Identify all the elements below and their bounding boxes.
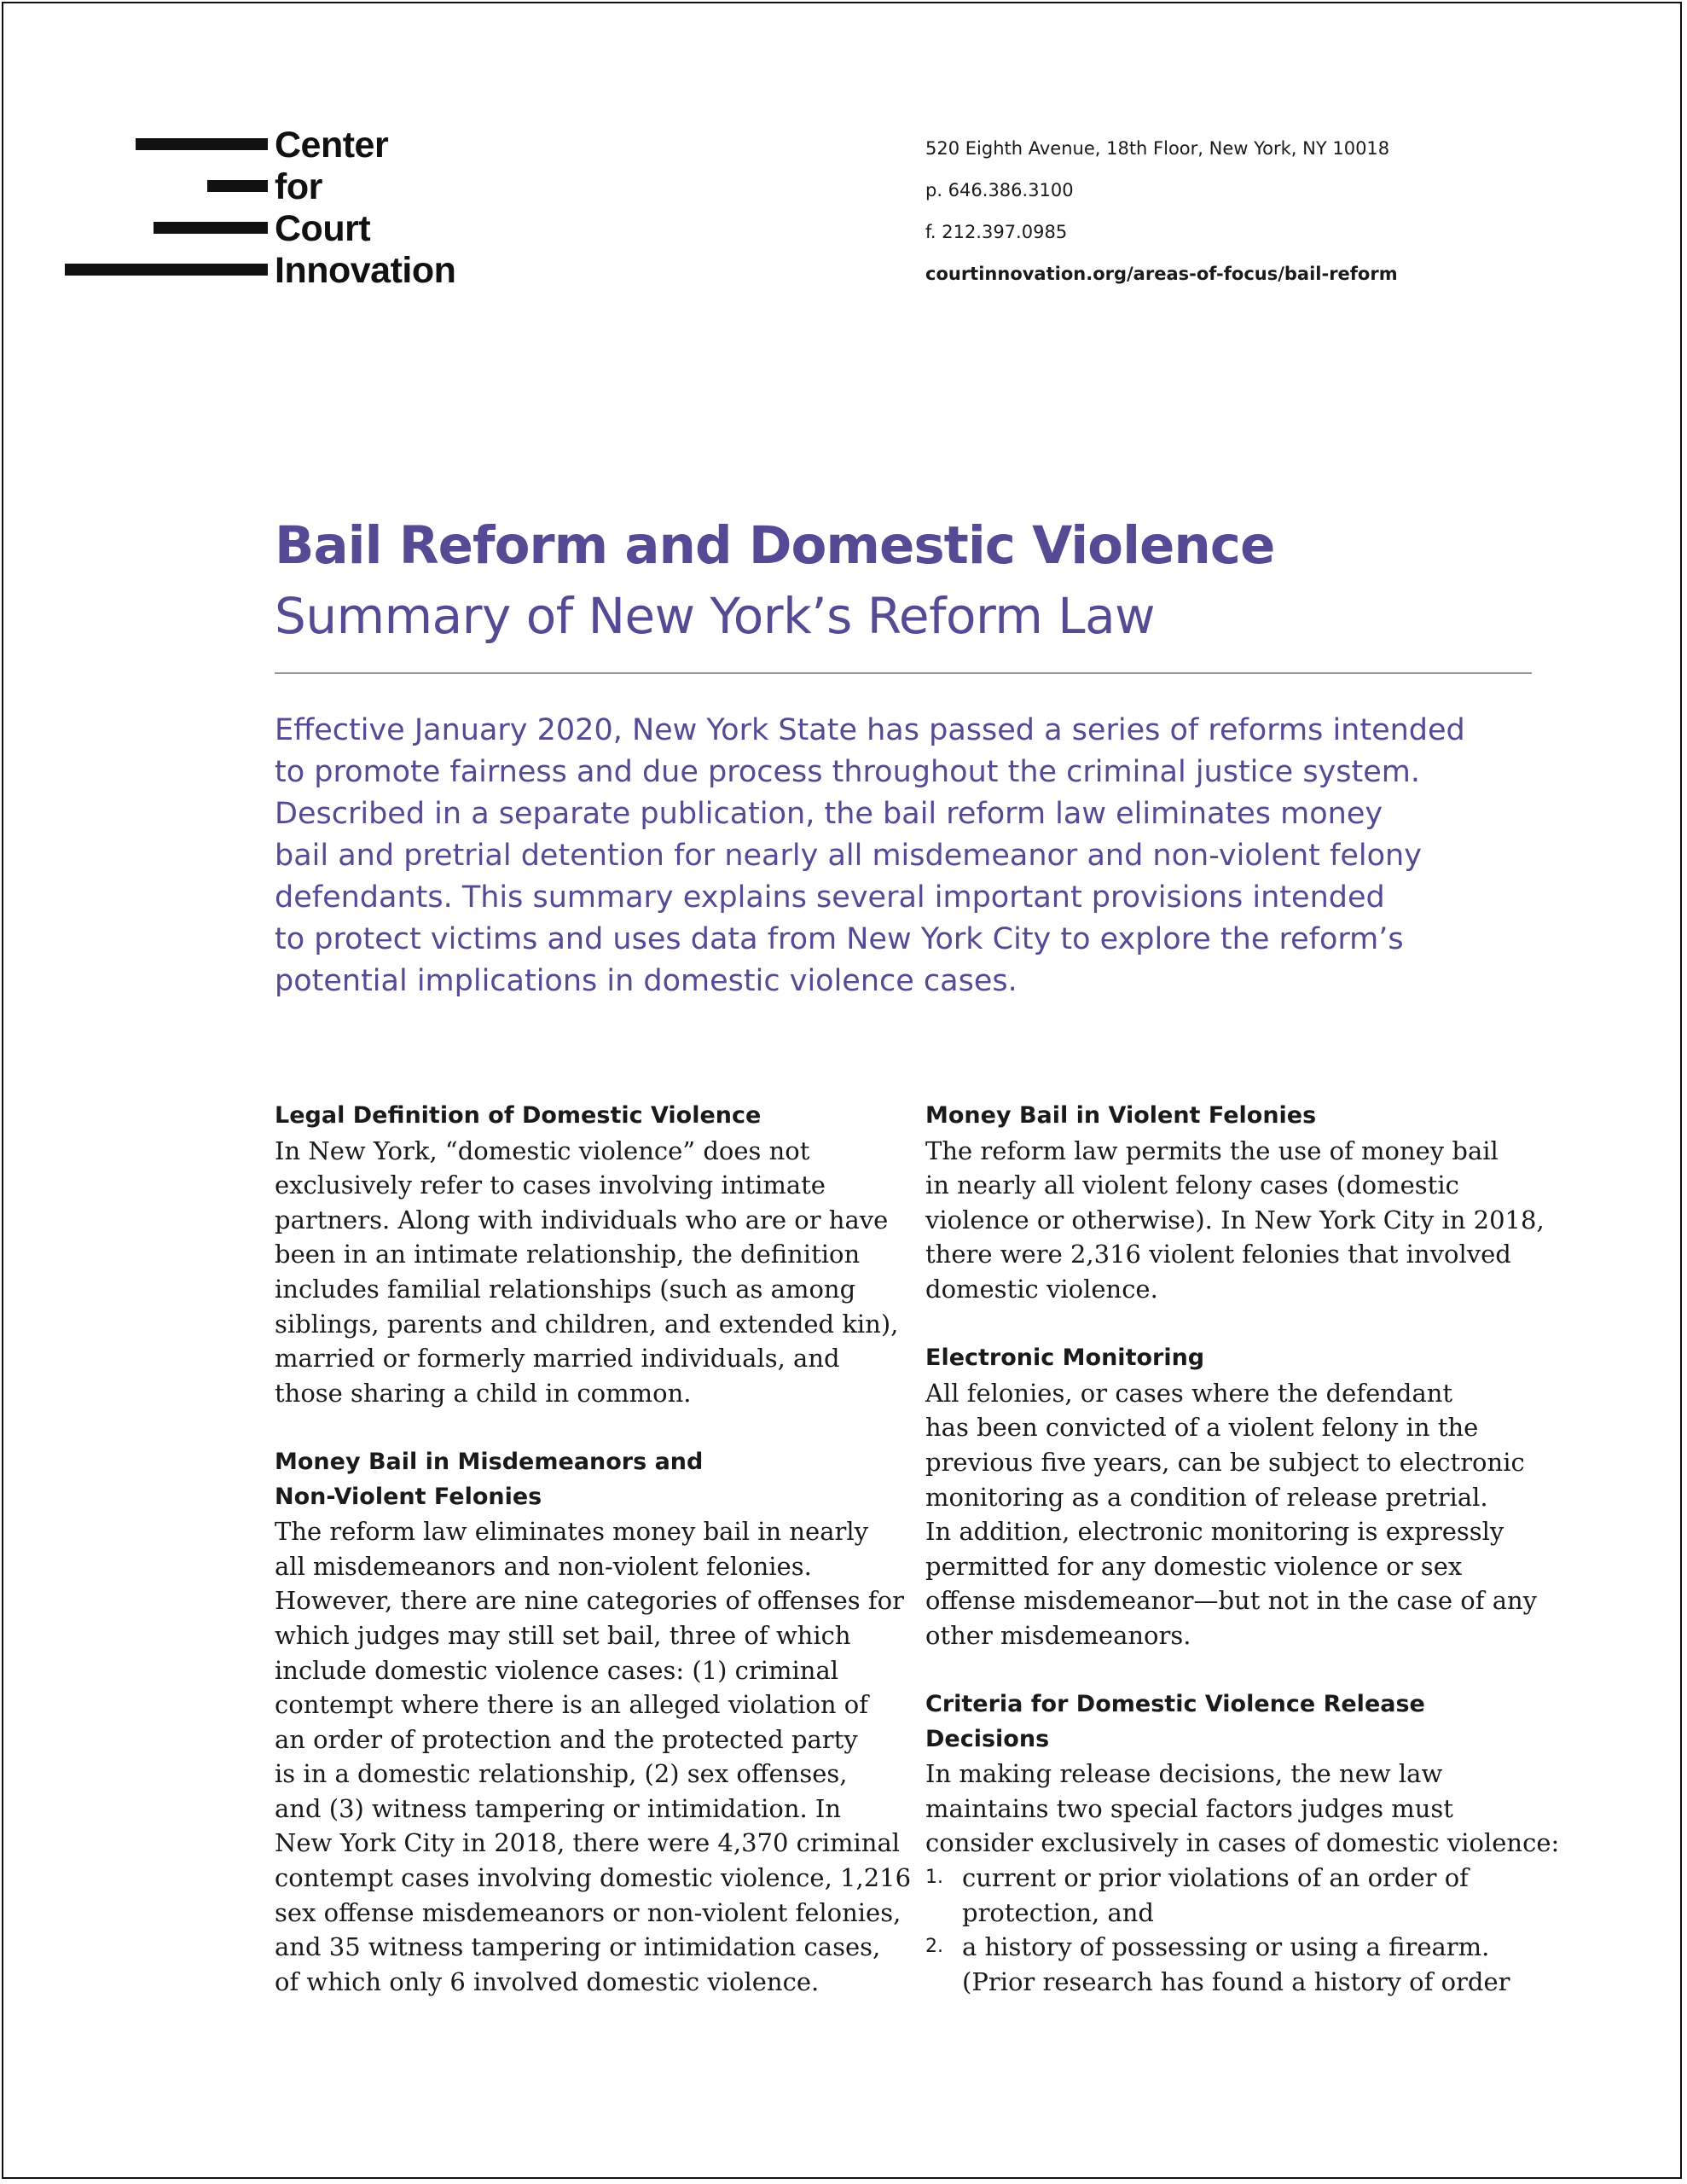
section-legal-definition xyxy=(275,1099,906,1410)
body-line: siblings, parents and children, and extended kin), xyxy=(275,1309,899,1339)
logo-bar xyxy=(65,264,268,276)
intro-line: potential implications in domestic violence cases. xyxy=(275,964,1017,998)
section-heading: Criteria for Domestic Violence Release xyxy=(925,1691,1425,1718)
section-money-bail-misdemeanors xyxy=(275,1445,912,2000)
section-electronic-monitoring xyxy=(925,1341,1539,1653)
body-line: married or formerly married individuals, and xyxy=(275,1344,840,1374)
body-line: a history of possessing or using a firearm. xyxy=(962,1932,1490,1962)
title-divider xyxy=(275,672,1532,674)
body-line: current or prior violations of an order of xyxy=(962,1863,1469,1893)
logo-line: Court xyxy=(275,208,371,249)
body-line: However, there are nine categories of offenses for xyxy=(275,1586,904,1616)
body-line: offense misdemeanor—but not in the case of any xyxy=(925,1586,1538,1616)
page-subtitle: Summary of New York’s Reform Law xyxy=(275,587,1156,645)
body-line: in nearly all violent felony cases (domestic xyxy=(925,1170,1459,1200)
body-line: (Prior research has found a history of order xyxy=(962,1966,1510,1996)
list-number: 1. xyxy=(925,1867,943,1889)
page-title: Bail Reform and Domestic Violence xyxy=(275,515,1275,576)
body-line: is in a domestic relationship, (2) sex offenses, xyxy=(275,1759,848,1789)
body-line: has been convicted of a violent felony in the xyxy=(925,1413,1479,1443)
body-line: consider exclusively in cases of domestic violence: xyxy=(925,1828,1560,1858)
section-heading: Non-Violent Felonies xyxy=(275,1483,542,1510)
body-line: which judges may still set bail, three of which xyxy=(275,1620,851,1650)
body-line: sex offense misdemeanors or non-violent felonies, xyxy=(275,1897,901,1927)
logo-line: Innovation xyxy=(275,250,456,291)
contact-address: 520 Eighth Avenue, 18th Floor, New York, NY 10018 xyxy=(925,138,1390,159)
section-heading: Money Bail in Misdemeanors and xyxy=(275,1448,704,1475)
body-line: includes familial relationships (such as among xyxy=(275,1274,856,1304)
body-line: all misdemeanors and non-violent felonies. xyxy=(275,1551,812,1581)
body-line: domestic violence. xyxy=(925,1274,1158,1304)
intro-line: to protect victims and uses data from New York City to explore the reform’s xyxy=(275,922,1404,956)
body-line: partners. Along with individuals who are or have xyxy=(275,1205,889,1234)
intro-line: bail and pretrial detention for nearly all misdemeanor and non-violent felony xyxy=(275,839,1422,873)
section-money-bail-violent xyxy=(925,1099,1545,1307)
body-line: there were 2,316 violent felonies that involved xyxy=(925,1240,1511,1269)
body-line: The reform law permits the use of money bail xyxy=(925,1136,1499,1165)
body-line: and (3) witness tampering or intimidation. In xyxy=(275,1793,842,1823)
body-line: In addition, electronic monitoring is expressly xyxy=(925,1517,1504,1547)
section-heading: Money Bail in Violent Felonies xyxy=(925,1102,1317,1129)
section-heading: Decisions xyxy=(925,1725,1050,1752)
right-column xyxy=(925,1099,1560,1999)
body-line: contempt where there is an alleged violation of xyxy=(275,1690,868,1720)
left-column xyxy=(275,1099,912,1999)
body-line: contempt cases involving domestic violence, 1,216 xyxy=(275,1863,912,1893)
body-line: permitted for any domestic violence or sex xyxy=(925,1551,1463,1581)
body-line: previous five years, can be subject to electronic xyxy=(925,1447,1525,1477)
intro-line: Effective January 2020, New York State has passed a series of reforms intended xyxy=(275,713,1465,747)
logo-bar xyxy=(136,138,268,150)
intro-line: Described in a separate publication, the bail reform law eliminates money xyxy=(275,797,1383,831)
body-line: been in an intimate relationship, the definition xyxy=(275,1240,861,1269)
logo-line: for xyxy=(275,166,322,207)
body-line: include domestic violence cases: (1) criminal xyxy=(275,1655,839,1685)
logo-line: Center xyxy=(275,125,389,166)
contact-url[interactable]: courtinnovation.org/areas-of-focus/bail-reform xyxy=(925,264,1398,284)
body-line: those sharing a child in common. xyxy=(275,1378,692,1408)
body-line: monitoring as a condition of release pretrial. xyxy=(925,1482,1488,1512)
body-line: violence or otherwise). In New York City in 2018, xyxy=(925,1205,1545,1234)
body-line: All felonies, or cases where the defendant xyxy=(925,1378,1453,1408)
intro-paragraph xyxy=(275,710,1537,1002)
list-number: 2. xyxy=(925,1936,943,1958)
intro-line: to promote fairness and due process throughout the criminal justice system. xyxy=(275,755,1420,789)
section-heading: Legal Definition of Domestic Violence xyxy=(275,1102,762,1129)
section-release-criteria xyxy=(925,1687,1560,1999)
section-gap xyxy=(925,1653,1539,1688)
logo-bar xyxy=(207,180,268,192)
list-item xyxy=(925,1930,1539,1999)
body-line: The reform law eliminates money bail in nearly xyxy=(275,1517,869,1547)
contact-info xyxy=(925,134,1398,301)
body-line: exclusively refer to cases involving intimate xyxy=(275,1170,826,1200)
body-line: New York City in 2018, there were 4,370 criminal xyxy=(275,1828,901,1858)
section-gap xyxy=(925,1307,1539,1342)
list-item xyxy=(925,1861,1539,1930)
contact-fax: f. 212.397.0985 xyxy=(925,222,1068,242)
body-line: maintains two special factors judges must xyxy=(925,1793,1453,1823)
body-line: In New York, “domestic violence” does not xyxy=(275,1136,810,1165)
logo-wordmark xyxy=(275,125,455,292)
section-heading: Electronic Monitoring xyxy=(925,1345,1205,1372)
contact-phone: p. 646.386.3100 xyxy=(925,180,1074,200)
section-gap xyxy=(275,1410,906,1445)
body-line: other misdemeanors. xyxy=(925,1620,1191,1650)
body-line: and 35 witness tampering or intimidation cases, xyxy=(275,1932,881,1962)
body-line: protection, and xyxy=(962,1897,1154,1927)
body-line: of which only 6 involved domestic violence. xyxy=(275,1966,820,1996)
body-line: an order of protection and the protected party xyxy=(275,1724,858,1754)
intro-line: defendants. This summary explains several important provisions intended xyxy=(275,880,1385,915)
body-line: In making release decisions, the new law xyxy=(925,1759,1443,1789)
logo-bar xyxy=(154,222,268,234)
